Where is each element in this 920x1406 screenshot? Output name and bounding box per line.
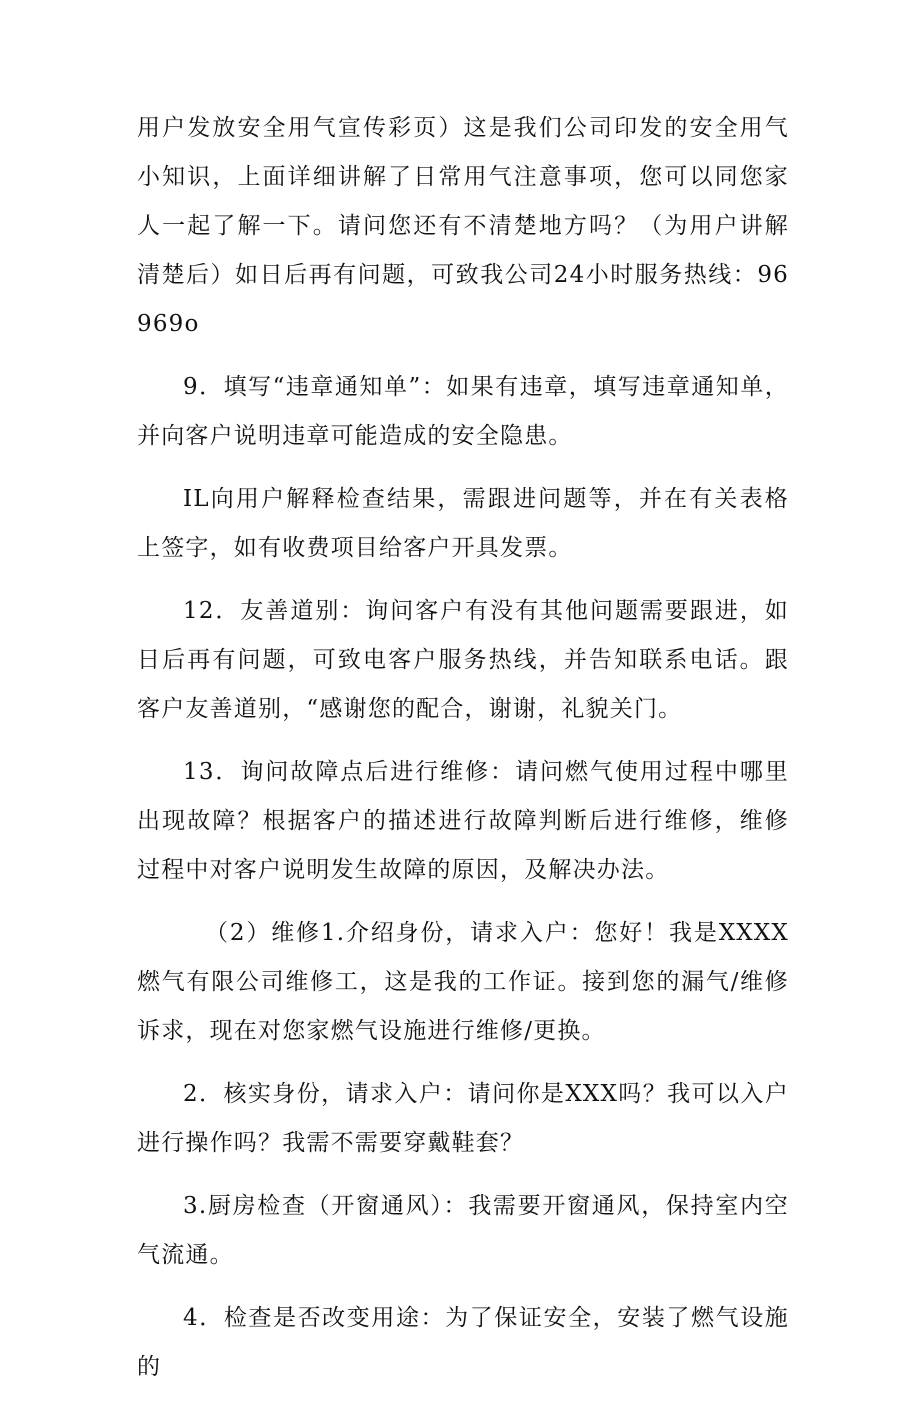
paragraph-step-13: 13．询问故障点后进行维修：请问燃气使用过程中哪里出现故障？根据客户的描述进行故障判断后进行维修，维修过程中对客户说明发生故障的原因，及解决办法。 [137, 759, 789, 883]
paragraph-continuation: 用户发放安全用气宣传彩页）这是我们公司印发的安全用气小知识，上面详细讲解了日常用气注意事项，您可以同您家人一起了解一下。请问您还有不清楚地方吗？（为用户讲解清楚后）如日后再有问题，可致我公司24小时服务热线：96969o [137, 115, 789, 337]
document-page [137, 104, 789, 1406]
paragraph-repair-step-4: 4．检查是否改变用途：为了保证安全，安装了燃气设施的 [137, 1305, 789, 1380]
paragraph-step-12: 12．友善道别：询问客户有没有其他问题需要跟进，如日后再有问题，可致电客户服务热线，并告知联系电话。跟客户友善道别，“感谢您的配合，谢谢，礼貌关门。 [137, 598, 789, 722]
paragraph-repair-section: （2）维修1.介绍身份，请求入户：您好！我是XXXX燃气有限公司维修工，这是我的工作证。接到您的漏气/维修诉求，现在对您家燃气设施进行维修/更换。 [137, 920, 789, 1044]
paragraph-step-9: 9．填写“违章通知单”：如果有违章，填写违章通知单，并向客户说明违章可能造成的安全隐患。 [137, 374, 789, 449]
paragraph-repair-step-3: 3.厨房检查（开窗通风）：我需要开窗通风，保持室内空气流通。 [137, 1193, 789, 1268]
paragraph-repair-step-2: 2．核实身份，请求入户：请问你是XXX吗？我可以入户进行操作吗？我需不需要穿戴鞋套？ [137, 1081, 789, 1156]
paragraph-step-11: IL向用户解释检查结果，需跟进问题等，并在有关表格上签字，如有收费项目给客户开具发票。 [137, 486, 789, 561]
